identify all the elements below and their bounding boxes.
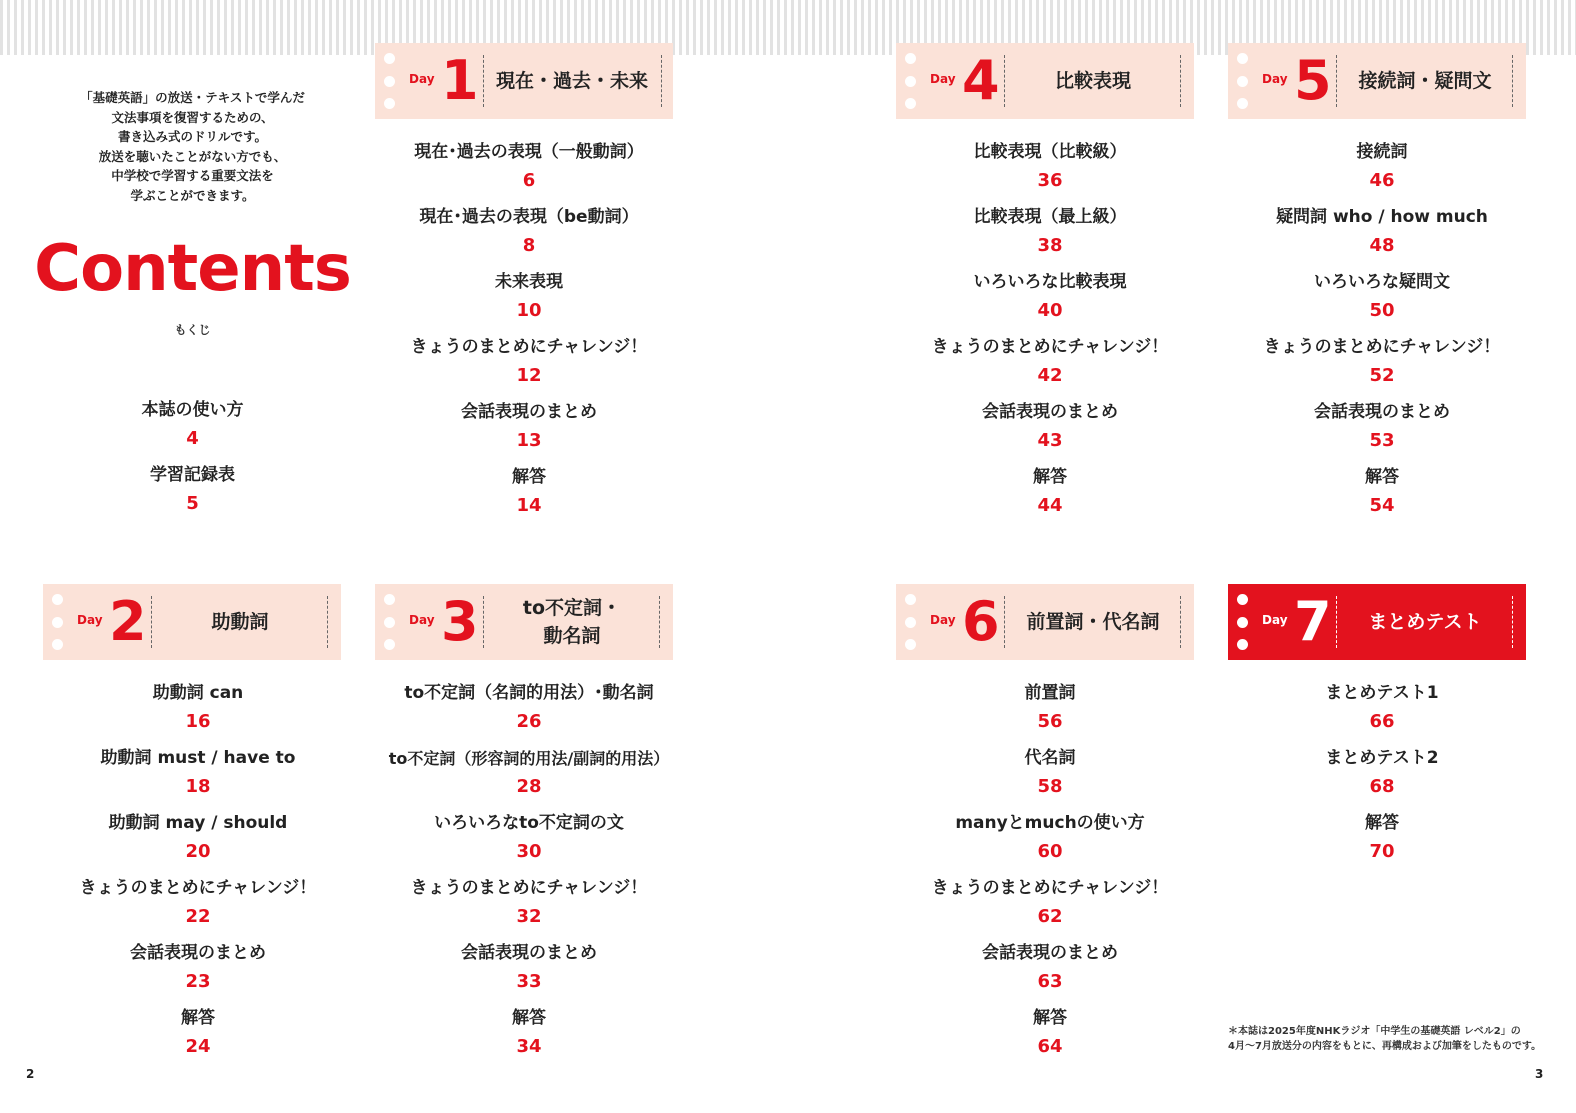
toc-item-page: 58 [1037,776,1063,797]
day-number: 1 [441,49,479,112]
toc-item-page: 43 [1037,430,1063,451]
toc-item-page: 54 [1369,495,1395,516]
toc-item[interactable] [375,679,683,744]
toc-item[interactable] [375,268,683,333]
toc-item-label: まとめテスト1 [1325,683,1439,703]
toc-item-page: 50 [1369,300,1395,321]
day-7-contents [1228,679,1536,874]
toc-item-label: manyとmuchの使い方 [955,813,1145,833]
day-number: 3 [441,590,479,653]
toc-item-label: 解答 [1033,1008,1067,1028]
toc-item-page: 63 [1037,971,1063,992]
toc-item-label: 解答 [181,1008,215,1028]
toc-item-page: 30 [516,841,542,862]
toc-item-page: 18 [185,776,211,797]
toc-item-page: 32 [516,906,542,927]
binder-holes [1237,53,1248,109]
toc-item-page: 40 [1037,300,1063,321]
toc-item[interactable] [896,333,1204,398]
toc-item-label: 助動詞 must / have to [100,748,296,768]
toc-item[interactable] [1228,203,1536,268]
day-number: 5 [1294,49,1332,112]
dashed-divider [1336,55,1337,107]
toc-item-page: 8 [522,235,536,256]
toc-item-label: 本誌の使い方 [141,400,244,420]
binder-holes [384,53,395,109]
day-number: 4 [962,49,1000,112]
day-label: Day [77,613,103,627]
toc-item-label: 会話表現のまとめ [130,943,266,963]
toc-item[interactable] [375,398,683,463]
toc-item-label: 比較表現（比較級） [973,142,1127,162]
day-2-header[interactable] [43,584,341,660]
toc-item[interactable] [375,463,683,528]
binder-holes [52,594,63,650]
toc-item[interactable] [375,1004,683,1069]
toc-item-label: 前置詞 [1024,683,1076,703]
day-title: 比較表現 [1054,70,1131,92]
toc-item[interactable] [896,809,1204,874]
toc-item-label: きょうのまとめにチャレンジ！ [1263,337,1501,357]
day-title: まとめテスト [1368,611,1482,633]
toc-item-label: 比較表現（最上級） [973,207,1127,227]
page-number-left: 2 [26,1067,35,1081]
day-title: 前置詞・代名詞 [1026,611,1160,633]
day-number: 2 [109,590,147,653]
intro-text: 「基礎英語」の放送・テキストで学んだ 文法事項を復習するための、 書き込み式のドリルです。 放送を聴いたことがない方でも、 中学校で学習する重要文法を 学ぶことができます。 [80,90,305,203]
toc-item-page: 33 [516,971,542,992]
binder-holes [1237,594,1248,650]
toc-item-label: 現在･過去の表現（一般動詞） [414,142,644,162]
toc-item-label: いろいろな比較表現 [973,272,1127,292]
day-1-header[interactable] [375,43,673,119]
toc-item[interactable] [896,1004,1204,1069]
toc-item-page: 28 [516,776,542,797]
footnote: ＊本誌は2025年度NHKラジオ「中学生の基礎英語 レベル2」の 4月～7月放送分の内容をもとに、再構成および加筆をしたものです。 [1228,1026,1542,1052]
toc-item-page: 52 [1369,365,1395,386]
toc-item[interactable] [1228,398,1536,463]
day-title: 助動詞 [211,611,269,633]
toc-item[interactable] [375,939,683,1004]
toc-item-label: 解答 [1365,813,1399,833]
toc-item-label: きょうのまとめにチャレンジ！ [931,337,1169,357]
toc-item-label: いろいろな疑問文 [1314,272,1450,292]
toc-item-page: 24 [185,1036,211,1057]
toc-item-label: 学習記録表 [150,465,235,485]
page-number-right: 3 [1535,1067,1544,1081]
day-label: Day [409,72,435,86]
toc-item-page: 66 [1369,711,1395,732]
toc-item-label: 解答 [1365,467,1399,487]
toc-item-page: 44 [1037,495,1063,516]
toc-item[interactable] [1228,333,1536,398]
toc-item-label: 会話表現のまとめ [982,402,1118,422]
day-label: Day [1262,613,1288,627]
day-5-header[interactable] [1228,43,1526,119]
general-contents-list [40,396,345,526]
toc-item[interactable] [375,138,683,203]
binder-holes [905,594,916,650]
toc-item[interactable] [896,398,1204,463]
day-number: 6 [962,590,1000,653]
toc-item-label: 現在･過去の表現（be動詞） [419,207,639,227]
dashed-divider [1004,55,1005,107]
day-5-contents [1228,138,1536,528]
toc-item-page: 20 [185,841,211,862]
toc-item[interactable] [375,809,683,874]
toc-item-label: to不定詞（名詞的用法）･動名詞 [404,683,654,703]
toc-item-page: 70 [1369,841,1395,862]
dashed-divider [1512,596,1513,648]
binder-holes [384,594,395,650]
toc-item[interactable] [896,138,1204,203]
toc-item-label: 疑問詞 who / how much [1276,207,1488,227]
toc-item-page: 34 [516,1036,542,1057]
toc-item[interactable] [896,679,1204,744]
toc-item-page: 22 [185,906,211,927]
toc-item-page: 60 [1037,841,1063,862]
day-number: 7 [1294,590,1332,653]
toc-item-label: 解答 [512,1008,546,1028]
toc-item-label: 解答 [1033,467,1067,487]
day-1-contents [375,138,683,528]
dashed-divider [1336,596,1337,648]
toc-item-page: 4 [186,428,199,449]
toc-item-page: 16 [185,711,211,732]
dashed-divider [483,55,484,107]
toc-item-label: きょうのまとめにチャレンジ！ [79,878,317,898]
toc-item[interactable] [43,744,353,809]
day-title: 現在・過去・未来 [495,70,648,92]
day-7-header[interactable] [1228,584,1526,660]
toc-item-page: 26 [516,711,542,732]
toc-item[interactable] [43,809,353,874]
toc-item-page: 36 [1037,170,1063,191]
toc-item[interactable] [896,203,1204,268]
toc-item-label: まとめテスト2 [1325,748,1439,768]
toc-item-label: 解答 [512,467,546,487]
toc-item-label: 接続詞 [1356,142,1408,162]
toc-item-page: 46 [1369,170,1395,191]
toc-item[interactable] [1228,463,1536,528]
toc-item-label: 代名詞 [1024,748,1076,768]
toc-item-label: 未来表現 [495,272,563,292]
toc-item[interactable] [43,679,353,744]
day-title: 接続詞・疑問文 [1358,70,1492,92]
toc-item[interactable] [1228,744,1536,809]
day-label: Day [409,613,435,627]
toc-item[interactable] [1228,138,1536,203]
toc-item[interactable] [1228,268,1536,333]
toc-item[interactable] [1228,809,1536,874]
day-3-header[interactable] [375,584,673,660]
day-label: Day [1262,72,1288,86]
toc-item[interactable] [375,874,683,939]
toc-item-label: 会話表現のまとめ [461,943,597,963]
dashed-divider [327,596,328,648]
toc-item-page: 14 [516,495,542,516]
toc-item-page: 5 [186,493,199,514]
toc-item[interactable] [375,744,683,809]
toc-item[interactable] [896,268,1204,333]
toc-item-page: 38 [1037,235,1063,256]
day-2-contents [43,679,353,1069]
day-6-header[interactable] [896,584,1194,660]
toc-item[interactable] [375,203,683,268]
toc-item-page: 68 [1369,776,1395,797]
toc-item-label: きょうのまとめにチャレンジ！ [410,337,648,357]
dashed-divider [151,596,152,648]
toc-item[interactable] [375,333,683,398]
toc-item[interactable] [43,1004,353,1069]
toc-item-label: いろいろなto不定詞の文 [434,813,624,833]
day-label: Day [930,613,956,627]
dashed-divider [1180,55,1181,107]
binder-holes [905,53,916,109]
toc-item[interactable] [896,874,1204,939]
toc-item[interactable] [43,939,353,1004]
dashed-divider [661,55,662,107]
dashed-divider [1180,596,1181,648]
dashed-divider [483,596,484,648]
contents-subtitle: もくじ [174,323,211,337]
toc-item-label: きょうのまとめにチャレンジ！ [931,878,1169,898]
toc-item[interactable] [896,744,1204,809]
toc-item[interactable] [43,874,353,939]
toc-item-label: 会話表現のまとめ [1314,402,1450,422]
day-label: Day [930,72,956,86]
toc-item-page: 10 [516,300,542,321]
toc-item-page: 64 [1037,1036,1063,1057]
toc-item-page: 56 [1037,711,1063,732]
toc-item-page: 53 [1369,430,1395,451]
day-6-contents [896,679,1204,1069]
toc-item-page: 62 [1037,906,1063,927]
toc-item[interactable] [40,396,345,461]
toc-item-label: to不定詞（形容詞的用法/副詞的用法） [388,749,670,768]
toc-item[interactable] [896,939,1204,1004]
toc-item[interactable] [1228,679,1536,744]
toc-item-page: 12 [516,365,542,386]
day-4-contents [896,138,1204,528]
toc-item-label: 助動詞 may / should [108,813,288,833]
toc-item-page: 23 [185,971,211,992]
toc-item-label: きょうのまとめにチャレンジ！ [410,878,648,898]
toc-item-page: 13 [516,430,542,451]
dashed-divider [1004,596,1005,648]
toc-item-label: 助動詞 can [152,683,244,703]
toc-item-label: 会話表現のまとめ [982,943,1118,963]
toc-item[interactable] [40,461,345,526]
dashed-divider [659,596,660,648]
toc-item[interactable] [896,463,1204,528]
contents-title: Contents [34,232,351,306]
toc-item-label: 会話表現のまとめ [461,402,597,422]
day-title: to不定詞・ 動名詞 [522,597,622,647]
dashed-divider [1512,55,1513,107]
day-3-contents [375,679,683,1069]
day-4-header[interactable] [896,43,1194,119]
toc-item-page: 42 [1037,365,1063,386]
toc-item-page: 48 [1369,235,1395,256]
toc-item-page: 6 [522,170,536,191]
